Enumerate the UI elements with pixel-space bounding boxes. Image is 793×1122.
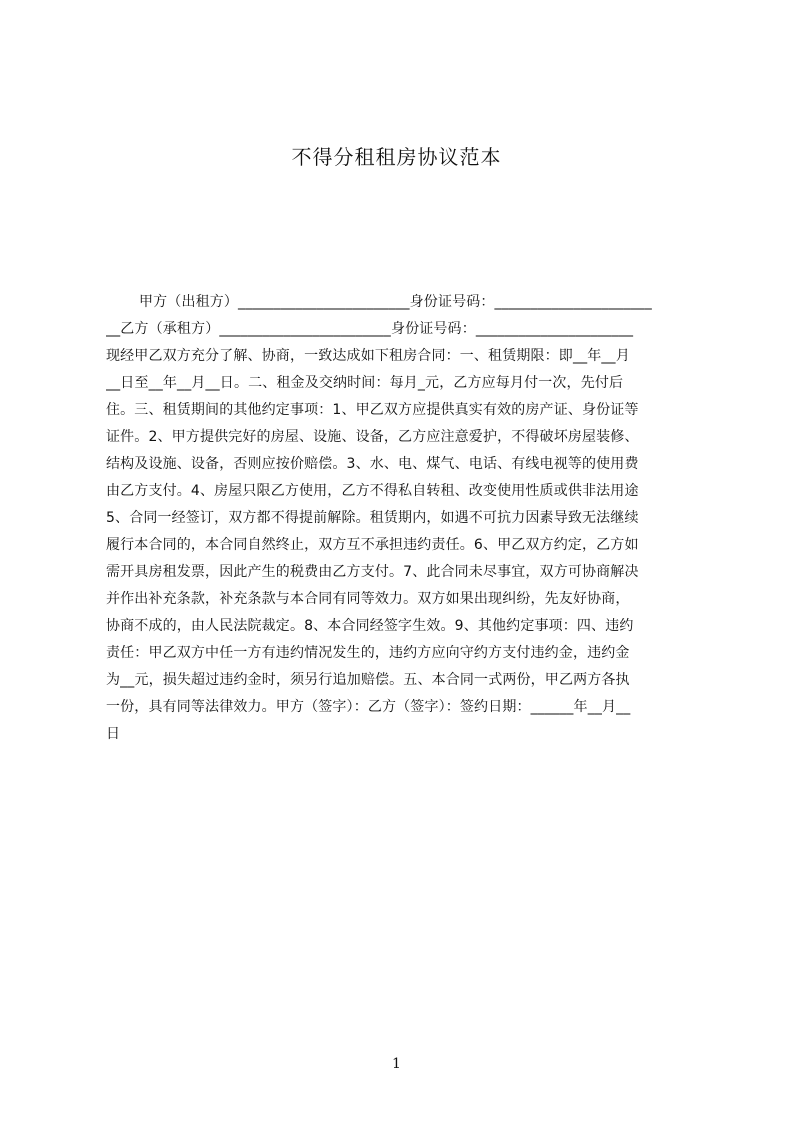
body-text-line: 履行本合同的，本合同自然终止，双方互不承担违约责任。6、甲乙双方约定，乙方如: [106, 537, 639, 553]
signature-date-line: 一份，具有同等法律效力。甲方（签字）：乙方（签字）：签约日期：______年__月__: [106, 699, 631, 715]
body-text-line: 为__元，损失超过违约金时，须另行追加赔偿。五、本合同一式两份，甲乙两方各执: [106, 672, 630, 688]
party-a-line: 甲方（出租方）________________________身份证号码：______________________: [139, 294, 652, 310]
document-body: [106, 289, 699, 749]
page-number: 1: [392, 1056, 401, 1072]
body-text-line: 5、合同一经签订，双方都不得提前解除。租赁期内，如遇不可抗力因素导致无法继续: [106, 510, 639, 526]
body-text-line: 住。三、租赁期间的其他约定事项：1、甲乙双方应提供真实有效的房产证、身份证等: [106, 402, 639, 418]
body-text-line: 证件。2、甲方提供完好的房屋、设施、设备，乙方应注意爱护，不得破坏房屋装修、: [106, 429, 639, 445]
party-b-line: __乙方（承租方）________________________身份证号码：______________________: [106, 321, 634, 337]
body-text-line: 并作出补充条款，补充条款与本合同有同等效力。双方如果出现纠纷，先友好协商，: [106, 591, 630, 607]
body-text-line: 现经甲乙双方充分了解、协商，一致达成如下租房合同：一、租赁期限：即__年__月: [106, 348, 630, 364]
body-text-line: 日: [106, 726, 121, 742]
body-text-line: 协商不成的，由人民法院裁定。8、本合同经签字生效。9、其他约定事项：四、违约: [106, 618, 634, 634]
document-title: 不得分租租房协议范本: [291, 145, 502, 169]
body-text-line: 需开具房租发票，因此产生的税费由乙方支付。7、此合同未尽事宜，双方可协商解决: [106, 564, 639, 580]
body-text-line: 由乙方支付。4、房屋只限乙方使用，乙方不得私自转租、改变使用性质或供非法用途: [106, 483, 639, 499]
body-text-line: 结构及设施、设备，否则应按价赔偿。3、水、电、煤气、电话、有线电视等的使用费: [106, 456, 639, 472]
body-text-line: __日至__年__月__日。二、租金及交纳时间：每月_元，乙方应每月付一次，先付后: [106, 375, 624, 391]
body-text-line: 责任：甲乙双方中任一方有违约情况发生的，违约方应向守约方支付违约金，违约金: [106, 645, 630, 661]
